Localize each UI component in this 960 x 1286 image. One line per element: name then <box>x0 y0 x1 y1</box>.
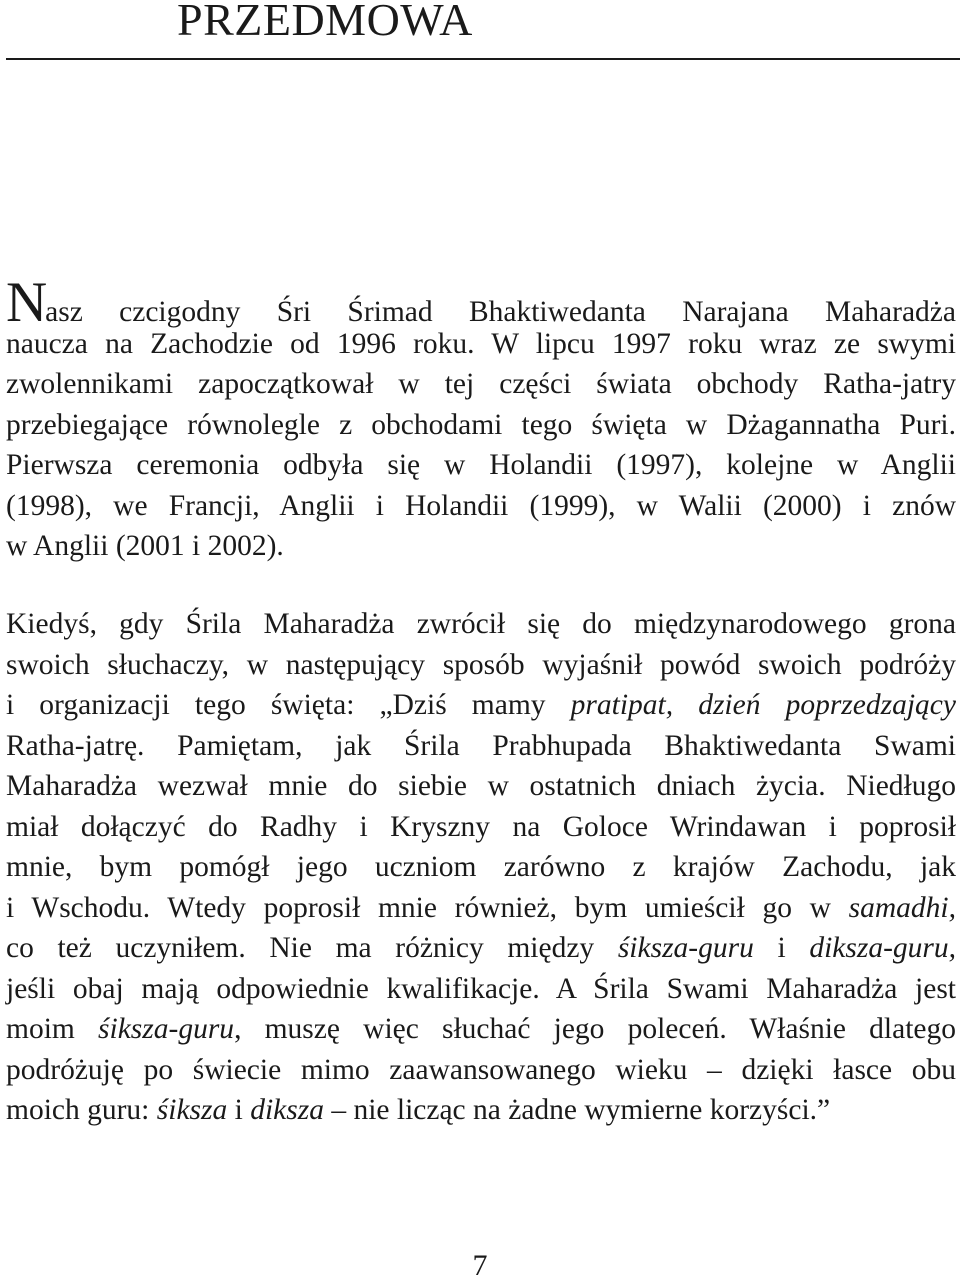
paragraph-2-line-13-text-end: – nie licząc na żadne wymierne korzyści.” <box>323 1094 831 1126</box>
paragraph-1-line-7: w Anglii (2001 i 2002). <box>6 530 284 562</box>
paragraph-2 <box>6 604 956 1131</box>
italic-term-diksza: diksza <box>250 1094 324 1126</box>
page-title: PRZEDMOWA <box>177 0 473 45</box>
paragraph-2-line-10: jeśli obaj mają odpowiednie kwalifikacje. A Śrila Swami Maharadża jest <box>6 972 956 1005</box>
paragraph-1-line-2: naucza na Zachodzie od 1996 roku. W lipcu 1997 roku wraz ze swymi <box>6 327 956 360</box>
paragraph-2-line-1: Kiedyś, gdy Śrila Maharadża zwrócił się do międzynarodowego grona <box>6 608 956 640</box>
italic-term-siksza-guru: śiksza-guru <box>98 1013 235 1045</box>
page-number: 7 <box>472 1249 488 1282</box>
paragraph-2-line-9-conjunction: i <box>753 932 810 964</box>
paragraph-2-line-7: mnie, bym pomógł jego uczniom zarówno z krajów Zachodu, jak <box>6 851 956 883</box>
paragraph-2-line-13-text-start: moich guru: <box>6 1094 157 1126</box>
paragraph-2-line-12: podróżuję po świecie mimo zaawansowanego wieku – dzięki łasce obu <box>6 1053 956 1086</box>
paragraph-2-line-11-text-end: , muszę więc słuchać jego poleceń. Właśnie dlatego <box>234 1013 956 1045</box>
paragraph-2-line-3 <box>6 685 956 726</box>
italic-term-samadhi: samadhi, <box>848 891 956 924</box>
title-underline-rule <box>6 58 960 60</box>
italic-term-pratipat: pratipat, dzień poprzedzający <box>570 689 956 721</box>
paragraph-2-line-8-text: i Wschodu. Wtedy poprosił mnie również, bym umieścił go w <box>6 891 849 924</box>
paragraph-2-line-2: swoich słuchaczy, w następujący sposób wyjaśnił powód swoich podróży <box>6 648 956 681</box>
paragraph-2-line-3-text: i organizacji tego święta: „Dziś mamy <box>6 689 571 721</box>
paragraph-1-line-4: przebiegające równolegle z obchodami tego święta w Dżagannatha Puri. <box>6 408 956 441</box>
paragraph-1-line-1-text: asz czcigodny Śri Śrimad Bhaktiwedanta Narajana Maharadża <box>45 296 956 328</box>
paragraph-1-line-5: Pierwsza ceremonia odbyła się w Holandii (1997), kolejne w Anglii <box>6 449 956 481</box>
paragraph-2-line-13-conjunction: i <box>227 1094 251 1126</box>
italic-term-siksza-guru: śiksza-guru <box>617 932 754 964</box>
paragraph-1-line-3: zwolennikami zapoczątkował w tej części świata obchody Ratha-jatry <box>6 368 956 400</box>
paragraph-2-line-9-text: co też uczyniłem. Nie ma różnicy między <box>6 932 618 964</box>
paragraph-1-line-1 <box>6 271 956 334</box>
italic-term-siksza: śiksza <box>156 1094 228 1126</box>
paragraph-2-line-13 <box>6 1090 956 1131</box>
paragraph-1 <box>6 271 956 567</box>
paragraph-2-line-6: miał dołączyć do Radhy i Kryszny na Goloce Wrindawan i poprosił <box>6 810 956 843</box>
paragraph-2-line-4: Ratha-jatrę. Pamiętam, jak Śrila Prabhupada Bhaktiwedanta Swami <box>6 729 956 762</box>
paragraph-2-line-8 <box>6 888 956 929</box>
italic-term-diksza-guru: diksza-guru, <box>809 932 957 964</box>
paragraph-2-line-11-text-start: moim <box>6 1013 99 1045</box>
paragraph-2-line-9 <box>6 928 956 969</box>
paragraph-2-line-11 <box>6 1009 956 1050</box>
drop-cap-letter: N <box>6 271 46 334</box>
paragraph-1-line-6: (1998), we Francji, Anglii i Holandii (1999), w Walii (2000) i znów <box>6 489 956 522</box>
paragraph-2-line-5: Maharadża wezwał mnie do siebie w ostatnich dniach życia. Niedługo <box>6 770 956 802</box>
